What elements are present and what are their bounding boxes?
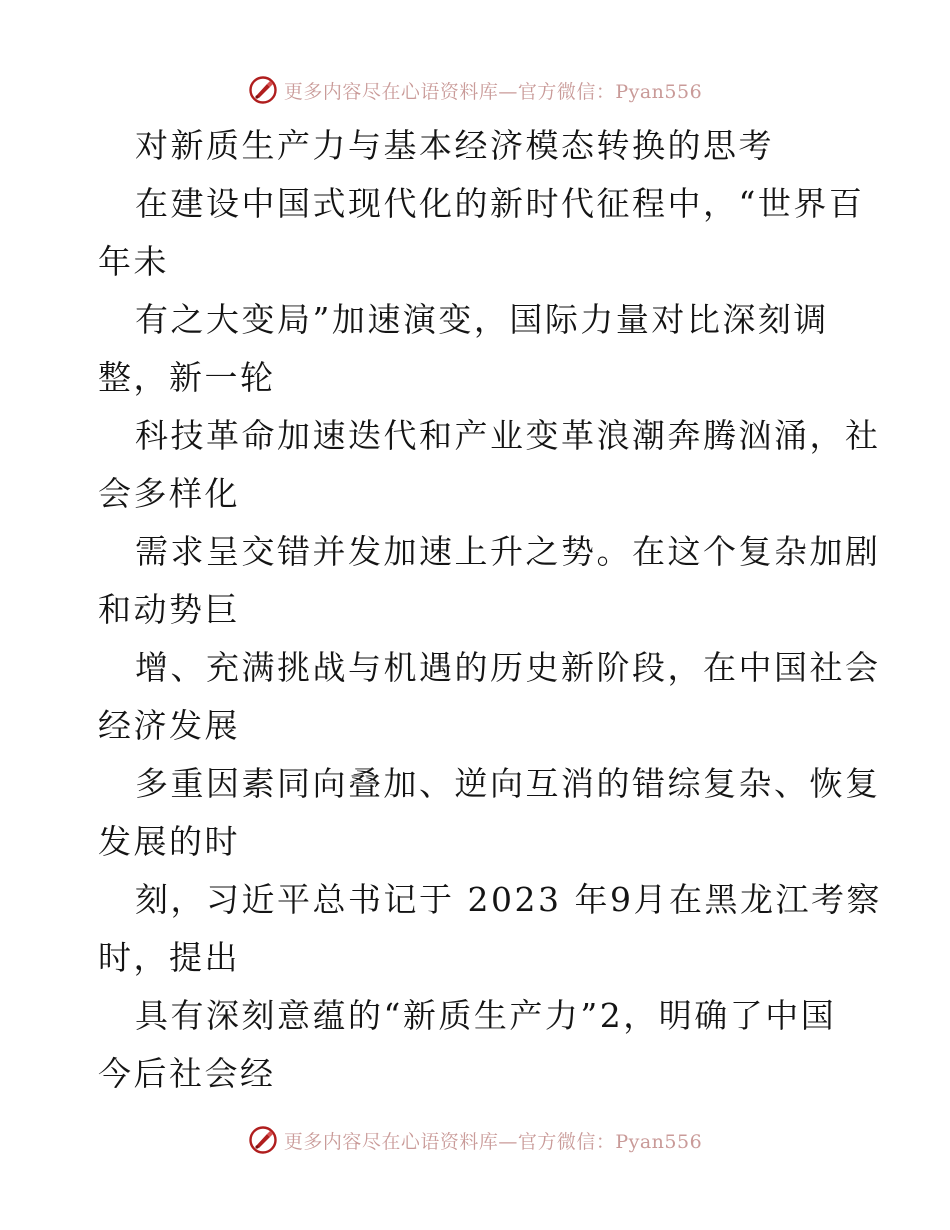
text-line: 有之大变局”加速演变，国际力量对比深刻调 xyxy=(135,300,829,339)
text-line: 具有深刻意蕴的“新质生产力”2，明确了中国 xyxy=(135,996,837,1035)
text-line: 刻，习近平总书记于 2023 年9月在黑龙江考察 xyxy=(135,880,882,919)
text-line: 和动势巨 xyxy=(98,590,240,629)
text-line: 时，提出 xyxy=(98,938,240,977)
text-line: 今后社会经 xyxy=(98,1054,276,1093)
text-line: 年未 xyxy=(98,242,169,281)
text-line: 需求呈交错并发加速上升之势。在这个复杂加剧 xyxy=(135,532,881,571)
header-watermark xyxy=(0,70,950,110)
pen-seal-icon xyxy=(248,1125,278,1155)
text-line: 多重因素同向叠加、逆向互消的错综复杂、恢复 xyxy=(135,764,881,803)
text-line: 发展的时 xyxy=(98,822,240,861)
text-line: 科技革命加速迭代和产业变革浪潮奔腾汹涌，社 xyxy=(135,416,881,455)
text-line: 整，新一轮 xyxy=(98,358,276,397)
footer-watermark xyxy=(0,1120,950,1160)
watermark-text: 更多内容尽在心语资料库—官方微信：Pyan556 xyxy=(283,80,703,103)
document-body xyxy=(98,117,882,1103)
pen-seal-icon xyxy=(248,75,278,105)
watermark-text: 更多内容尽在心语资料库—官方微信：Pyan556 xyxy=(283,1130,703,1153)
text-line: 经济发展 xyxy=(98,706,240,745)
text-line: 在建设中国式现代化的新时代征程中，“世界百 xyxy=(135,184,865,223)
text-line: 会多样化 xyxy=(98,474,240,513)
document-title: 对新质生产力与基本经济模态转换的思考 xyxy=(135,126,774,165)
text-line: 增、充满挑战与机遇的历史新阶段，在中国社会 xyxy=(135,648,881,687)
